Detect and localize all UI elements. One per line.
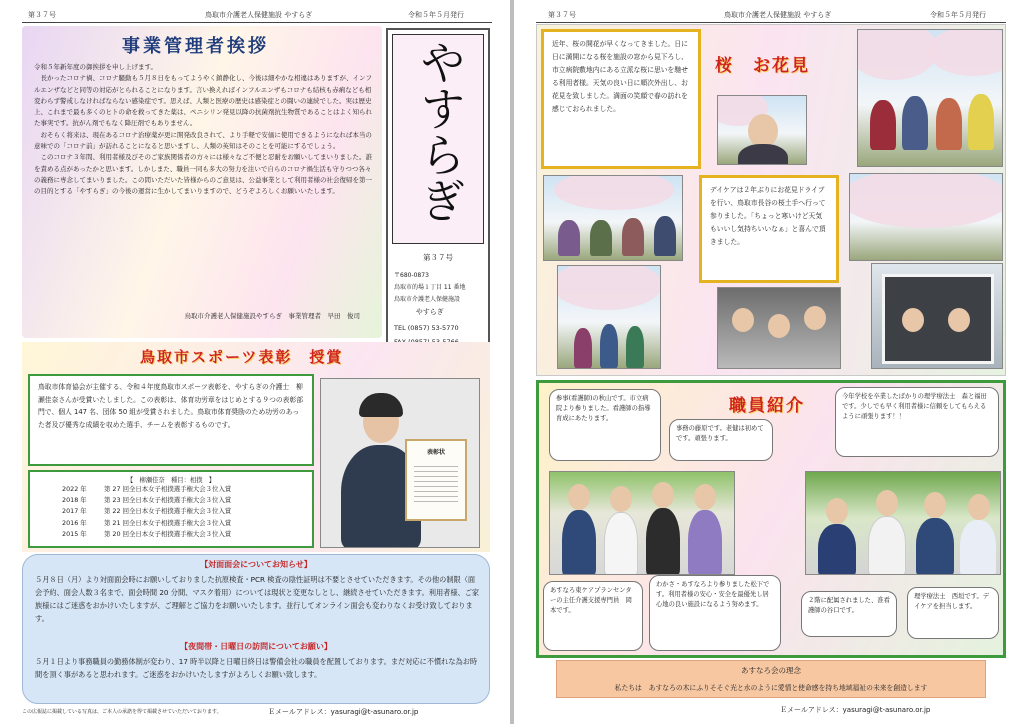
notice-section [22, 554, 490, 704]
masthead-org: 鳥取市介護老人保健施設 [394, 296, 461, 303]
record-year: 2015 年 [62, 529, 87, 538]
certificate-text-lines [414, 462, 458, 502]
masthead-postcode: 〒680-0873 [394, 272, 429, 279]
staff-figure [960, 520, 996, 575]
staff-title: 職員紹介 [729, 396, 805, 416]
resident-face [804, 306, 826, 330]
resident-figure [622, 218, 644, 256]
header-rule [536, 22, 1006, 23]
footer-email: Ｅメールアドレス：yasuragi@t-asunaro.or.jp [780, 706, 931, 714]
staff-face [652, 482, 674, 508]
staff-figure [646, 508, 680, 575]
photo-riverbank-walk [557, 265, 661, 369]
hanami-text-1: 近年、桜の開花が早くなってきました。日に日に満開になる桜を施設の窓から見下ろし、市立病院敷地内にある立派な桜に思いを馳せる利用者様。天気の良い日に順次外出し、お花見を致しました。満面の笑顔で春の訪れを感じておられました。 [541, 29, 701, 169]
philosophy-text: 私たちは あすなろの木にふりそそぐ光と水のように愛情と使命感を持ち地域福祉の未来を創造します [614, 684, 928, 692]
award-photo [320, 378, 480, 548]
vehicle-door [882, 274, 994, 364]
sports-records-box [28, 470, 314, 548]
record-year: 2017 年 [62, 507, 87, 516]
philosophy-box [556, 660, 986, 698]
staff-bubble-matsushita: わかさ・あすなろより参りました松下です。利用者様の安心・安全を最優先し居心地の良い施設になるよう努めます。 [649, 575, 781, 651]
masthead-title: やすらぎ [413, 39, 467, 223]
masthead-address: 鳥取市的場１丁目 11 番地 [394, 284, 466, 291]
record-row [62, 518, 312, 529]
masthead-title-box [392, 34, 484, 244]
staff-photo-1 [549, 471, 735, 575]
resident-figure [870, 100, 896, 150]
header-rule [22, 22, 492, 23]
record-row [62, 529, 312, 540]
records-header: 【 柳瀬佳奈 種目：相撲 】 [126, 477, 216, 484]
record-text: 第 27 回全日本女子相撲選手権大会３位入賞 [104, 485, 232, 493]
date-header: 令和５年５月発行 [408, 11, 464, 19]
notice-body-night: ５月１日より事務職員の勤務体制が変わり、17 時半以降と日曜日終日は警備会社の職員を配置しております。まだ対応に不慣れな為お時間を頂く事があると思われます。ご迷惑をおかけいたしますがよろしくお願い致します。 [35, 657, 478, 679]
resident-figure [590, 220, 612, 256]
masthead-name: やすらぎ [415, 308, 444, 316]
record-text: 第 20 回全日本女子相撲選手権大会３位入賞 [104, 529, 232, 538]
notice-title-night: 【夜間帯・日曜日の訪問についてお願い】 [180, 642, 332, 651]
sports-body: 鳥取市体育協会が主催する、令和４年度鳥取市スポーツ表彰を、やすらぎの介護士 柳瀬佳奈さんが受賞いたしました。この表彰は、体育功労章をはじめとする９つの表彰部門で、個人 147 名、団体 50 組が受賞されました。鳥取市体育奨励のため功労のあった者及び優秀な成績を収めた選手、チームを表彰するものです。 [28, 374, 314, 466]
photo-elderly-lady [717, 95, 807, 165]
staff-bubble-taniguchi: ２階に配属されました、准看護師の谷口です。 [801, 591, 897, 637]
resident-face [768, 314, 790, 338]
masthead [386, 28, 490, 358]
photo-group-wheelchairs [857, 29, 1003, 167]
cherry-blossom [849, 173, 1003, 228]
footer-note: この広報誌に掲載している写真は、ご本人の承諾を得て掲載させていただいております。 [22, 709, 222, 715]
greeting-body [34, 62, 376, 198]
greeting-paragraph: 令和５年新年度の御挨拶を申し上げます。 [34, 63, 157, 71]
resident-figure [936, 98, 962, 150]
notice-body-visits: ５月８日（月）より対面面会時にお願いしておりました抗原検査・PCR 検査の陰性証明は不要とさせていただきます。その他の制限（面会予約、面会人数３名まで、面会時間 20 分間、マスク着用）については現状と変更なしとし、継続させていただきます。利用者様、ご家族様にはご迷惑をおかけいたしますが、ご理解とご協力をお願いいたします。並行してオンライン面会も変わりなくお受け致しております。 [35, 575, 480, 623]
photo-van-interior [717, 287, 841, 369]
greeting-section [22, 26, 382, 338]
resident-figure [654, 216, 676, 256]
record-row [62, 506, 312, 517]
record-row [62, 495, 312, 506]
records-list [30, 484, 312, 540]
resident-face [902, 308, 924, 332]
sports-section [22, 342, 490, 552]
masthead-contact [394, 270, 465, 348]
hanami-title: 桜 お花見 [715, 56, 810, 76]
left-page [0, 0, 508, 724]
facility-header: 鳥取市介護老人保健施設 やすらぎ [205, 11, 313, 19]
staff-bubble-mori-fukuda: 今年学校を卒業したばかりの理学療法士 森と福田です。少しでも早く利用者様に信頼をしてもらえるように頑張ります！！ [835, 387, 999, 457]
philosophy-title: あすなろ会の理念 [741, 666, 801, 675]
staff-face [924, 492, 946, 518]
staff-face [968, 494, 990, 520]
resident-figure [968, 94, 994, 150]
cherry-blossom [554, 175, 674, 210]
photo-wheelchair-row [543, 175, 683, 261]
record-text: 第 23 回全日本女子相撲選手権大会３位入賞 [104, 496, 232, 505]
greeting-paragraph: このコロナ３年間、利用者様及びそのご家族関係者の方々には様々なご不便と忍耐をお願いしてまいりました。誰を責める点があったかと思います。しかしまた、職員一同も多大の努力を注いで自らのコロナ禍生活も守りつつ各々の義務に専念してまいりました。この間いただいた皆様からのご意見は、公益事業として利用者様の社会復帰を第一の目的とする「やすらぎ」の今後の運営に生かしてまいりますので、どうぞよろしくお願いいたします。 [34, 153, 372, 196]
record-row [62, 484, 312, 495]
cherry-blossom [928, 29, 1003, 76]
greeting-paragraph: 長かったコロナ禍、コロナ騒動も５月８日をもってようやく鎮静化し、今後は細やかな相違はありますが、インフルエンザなどと同等の対応がとられることになります。言い換えればインフルエンザもコロナも結核も赤痢なども相変わらず警戒しなければならない感染症です。思えば、人類と医療の歴史は感染症との闘いの連続でした。実は歴史上、これまで最も多くのヒトの命を救ってきた薬は、ペニシリン発見以降の抗菌剤抗生物質であることはよく知られた事実です。抗がん剤でもなく降圧剤でもありません。 [34, 74, 372, 128]
sports-title: 鳥取市スポーツ表彰 授賞 [140, 348, 344, 366]
resident-figure [558, 220, 580, 256]
page-divider [510, 0, 514, 724]
hanami-text-2: デイケアは２年ぶりにお花見ドライブを行い、鳥取市長谷の桜土手へ行って参りました。「ちょっと寒いけど天気もいいし気持ちいいなぁ」と喜んで頂きました。 [699, 175, 839, 283]
staff-face [694, 484, 716, 510]
winner-hair [359, 393, 403, 417]
record-text: 第 21 回全日本女子相撲選手権大会３位入賞 [104, 518, 232, 527]
issue-header: 第３７号 [548, 11, 576, 19]
greeting-paragraph: おそらく将来は、現在あるコロナ治療薬が更に開発改良されて、より手軽で安価に使用できるようになれば本当の意味での「コロナ前」が訪れることになると思いますし、人類の英知はそのことを可能にするでしょう。 [34, 130, 372, 151]
resident-figure [626, 326, 644, 368]
masthead-tel: TEL (0857) 53-5770 [394, 324, 459, 332]
resident-figure [600, 324, 618, 368]
greeting-signature: 鳥取市介護老人保健施設やすらぎ 事業管理者 早田 俊司 [184, 312, 360, 320]
record-year: 2022 年 [62, 485, 87, 493]
resident-face [748, 114, 778, 148]
record-text: 第 22 回全日本女子相撲選手権大会３位入賞 [104, 507, 232, 516]
staff-figure [818, 524, 856, 575]
right-page [516, 0, 1024, 724]
greeting-title: 事業管理者挨拶 [122, 36, 269, 57]
certificate-title: 表彰状 [426, 449, 445, 456]
staff-face [876, 490, 898, 516]
staff-section [536, 380, 1006, 658]
staff-face [568, 484, 590, 510]
footer-email: Ｅメールアドレス：yasuragi@t-asunaro.or.jp [268, 708, 419, 716]
date-header: 令和５年５月発行 [930, 11, 986, 19]
staff-photo-2 [805, 471, 1001, 575]
cherry-blossom [857, 29, 938, 80]
notice-title-visits: 【対面面会についてお知らせ】 [200, 560, 312, 569]
resident-figure [574, 328, 592, 368]
staff-bubble-fujiwara: 事務の藤原です。老健は初めてです。頑張ります。 [669, 419, 773, 461]
resident-face [948, 308, 970, 332]
staff-figure [604, 512, 638, 575]
photo-drive-vehicle [871, 263, 1003, 369]
issue-header: 第３７号 [28, 11, 56, 19]
resident-face [732, 308, 754, 332]
staff-bubble-okamoto: あすなろ東ケアプランセンターの主任介護支援専門員 岡本です。 [543, 581, 643, 651]
photo-cherry-trees [849, 173, 1003, 261]
staff-bubble-nishigaki: 理学療法士 西垣です。デイケアを担当します。 [907, 587, 999, 639]
staff-face [610, 486, 632, 512]
certificate [405, 439, 467, 521]
cherry-blossom [557, 265, 661, 310]
staff-figure [562, 510, 596, 575]
staff-bubble-akiyama: 参事(看護師)の秋山です。市立病院より参りました。看護師の指導育成にあたります。 [549, 389, 661, 461]
facility-header: 鳥取市介護老人保健施設 やすらぎ [724, 11, 832, 19]
staff-face [826, 498, 848, 524]
record-year: 2016 年 [62, 518, 87, 527]
resident-body [738, 144, 788, 165]
resident-figure [902, 96, 928, 150]
staff-figure [688, 510, 722, 575]
hanami-section [536, 24, 1006, 376]
record-year: 2018 年 [62, 496, 87, 505]
staff-figure [916, 518, 954, 575]
masthead-issue: 第３７号 [423, 253, 453, 262]
staff-figure [868, 516, 906, 575]
